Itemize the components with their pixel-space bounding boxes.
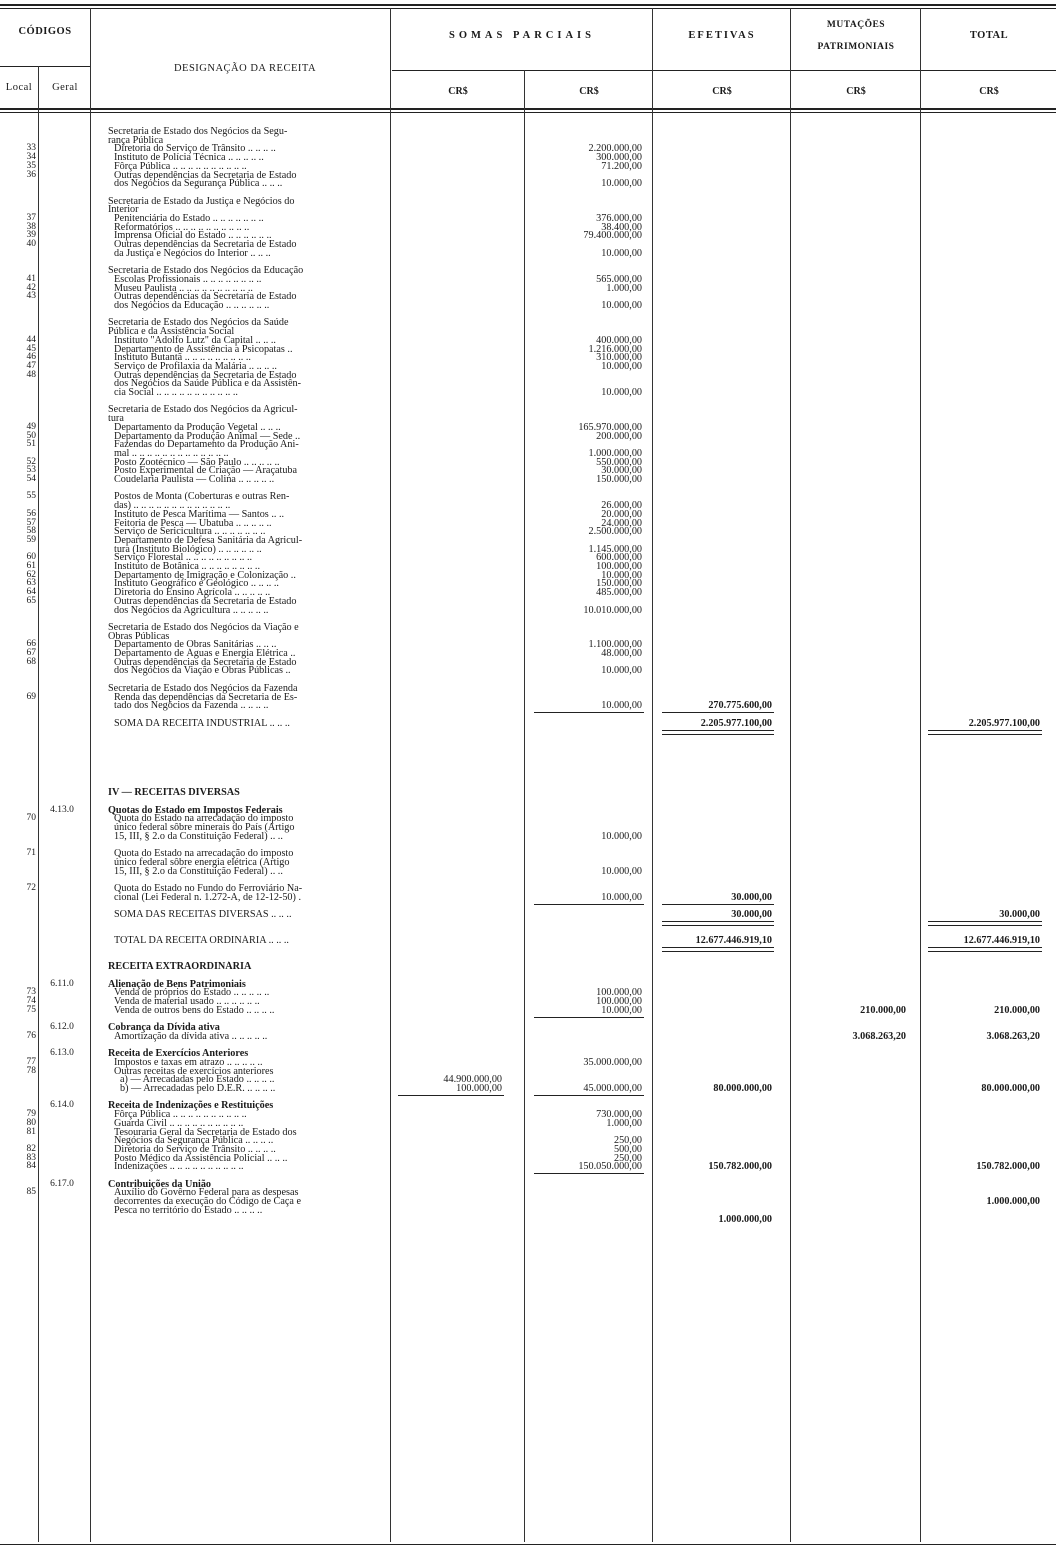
- amount-c2: 45.000.000,00: [583, 1083, 642, 1094]
- local-code: 80: [26, 1117, 36, 1128]
- revenue-description: Tesouraria Geral da Secretaria de Estado dos: [114, 1126, 297, 1138]
- codigos-header: CÓDIGOS: [18, 26, 72, 37]
- local-code: 70: [26, 813, 36, 824]
- revenue-description: Secretaria de Estado dos Negócios da Fazenda: [108, 682, 298, 694]
- revenue-description: tado dos Negócios da Fazenda .. .. .. ..: [114, 700, 269, 712]
- local-code: 52: [26, 456, 36, 467]
- revenue-description: Outras dependências da Secretaria de Estado: [114, 291, 297, 303]
- total-double-underline: [928, 730, 1042, 731]
- local-code: 55: [26, 491, 36, 502]
- amount-c2: 1.100.000,00: [588, 639, 642, 651]
- table-row: [0, 665, 1056, 676]
- revenue-description: Posto Médico da Assistência Policial .. .. ..: [114, 1152, 288, 1164]
- total-double-underline: [662, 921, 774, 922]
- table-row: [0, 935, 1056, 946]
- local-code: 75: [26, 1004, 36, 1015]
- amount-c1: 44.900.000,00: [443, 1074, 502, 1086]
- total-double-underline: [928, 947, 1042, 948]
- amount-c2: 10.000,00: [601, 300, 642, 311]
- top-rule-thin: [0, 8, 1056, 9]
- revenue-description: Posto Zootécnico — São Paulo .. .. .. .. ..: [114, 456, 280, 468]
- local-code: 50: [26, 430, 36, 441]
- amount-c5: 30.000,00: [999, 909, 1040, 920]
- amount-c2: 10.010.000,00: [583, 604, 642, 616]
- table-row: [0, 961, 1056, 972]
- revenue-description: Departamento de Imigração e Colonização ..: [114, 569, 296, 581]
- local-code: 64: [26, 587, 36, 598]
- revenue-description: Instituto Butantã .. .. .. .. .. .. .. .. ..: [114, 352, 251, 364]
- general-code: 6.13.0: [50, 1048, 74, 1059]
- header-bottom-rule: [0, 108, 1056, 110]
- amount-c4: 3.068.263,20: [852, 1030, 906, 1042]
- local-code: 39: [26, 230, 36, 241]
- amount-c2: 165.970.000,00: [578, 421, 642, 433]
- amount-c2: 10.000,00: [601, 569, 642, 581]
- table-row: [0, 1005, 1056, 1016]
- amount-c3: 150.782.000,00: [708, 1161, 772, 1173]
- amount-c3: 30.000,00: [731, 909, 772, 920]
- revenue-description: rança Pública: [108, 134, 164, 146]
- amount-c2: 2.200.000,00: [588, 143, 642, 155]
- revenue-description: Receita de Indenizações e Restituições: [108, 1100, 274, 1112]
- total-double-underline: [662, 730, 774, 731]
- revenue-description: Outras dependências da Secretaria de Estado: [114, 369, 297, 381]
- revenue-description: Postos de Monta (Coberturas e outras Ren-: [114, 491, 290, 503]
- efetivas-header: EFETIVAS: [688, 30, 756, 41]
- local-code: 61: [26, 561, 36, 571]
- local-code: 79: [26, 1109, 36, 1120]
- revenue-description: Venda de próprios do Estado .. .. .. .. ..: [114, 987, 270, 999]
- sum-underline: [662, 904, 774, 905]
- revenue-description: Impostos e taxas em atrazo .. .. .. .. ..: [114, 1056, 263, 1068]
- total-double-underline: [662, 947, 774, 948]
- revenue-description: Instituto de Pesca Marítima — Santos .. ..: [114, 508, 285, 520]
- revenue-description: IV — RECEITAS DIVERSAS: [108, 787, 240, 799]
- mutacoes-header-2: PATRIMONIAIS: [817, 42, 895, 52]
- revenue-description: Secretaria de Estado dos Negócios da Saúde: [108, 317, 289, 329]
- revenue-description: Departamento da Produção Vegetal .. .. ..: [114, 421, 281, 433]
- revenue-description: Quotas do Estado em Impostos Federais: [108, 804, 283, 816]
- sum-underline: [534, 1017, 644, 1018]
- revenue-description: decorrentes da execução do Código de Caça e: [114, 1196, 301, 1208]
- revenue-description: Departamento de Obras Sanitárias .. .. ..: [114, 639, 277, 651]
- local-code: 83: [26, 1152, 36, 1163]
- revenue-description: dos Negócios da Segurança Pública .. .. ..: [114, 178, 283, 190]
- revenue-description: Pesca no território do Estado .. .. .. ..: [114, 1204, 263, 1216]
- revenue-description: SOMA DAS RECEITAS DIVERSAS .. .. ..: [114, 909, 292, 920]
- revenue-description: da Justiça e Negócios do Interior .. .. ..: [114, 247, 271, 259]
- local-code: 63: [26, 578, 36, 589]
- amount-c2: 10.000,00: [601, 178, 642, 190]
- amount-c2: 10.000,00: [601, 665, 642, 677]
- revenue-description: Quota do Estado no Fundo do Ferroviário Na-: [114, 882, 303, 894]
- revenue-description: das) .. .. .. .. .. .. .. .. .. .. .. .. ..: [114, 500, 231, 512]
- table-row: [0, 1161, 1056, 1172]
- local-code: 40: [26, 239, 36, 250]
- amount-c2: 1.000,00: [606, 1117, 642, 1129]
- bottom-rule: [0, 1544, 1056, 1545]
- local-code: 68: [26, 656, 36, 667]
- currency-col1: CR$: [448, 86, 468, 97]
- local-code: 65: [26, 595, 36, 606]
- currency-col4: CR$: [846, 86, 866, 97]
- sum-underline: [534, 904, 644, 905]
- amount-c2: 10.000,00: [601, 830, 642, 842]
- local-code: 53: [26, 465, 36, 476]
- table-row: [0, 474, 1056, 485]
- general-code: 6.12.0: [50, 1022, 74, 1033]
- codes-split-rule: [0, 66, 90, 67]
- revenue-description: Diretoria do Serviço de Trânsito .. .. .. ..: [114, 1143, 276, 1155]
- local-code: 35: [26, 160, 36, 171]
- revenue-description: Departamento da Produção Animal — Sede ..: [114, 430, 301, 442]
- revenue-description: Outras dependências da Secretaria de Estado: [114, 656, 297, 668]
- revenue-description: Diretoria do Ensino Agrícola .. .. .. .. ..: [114, 587, 271, 599]
- revenue-description: TOTAL DA RECEITA ORDINÁRIA .. .. ..: [114, 935, 289, 947]
- table-row: [0, 892, 1056, 903]
- revenue-description: Fôrça Pública .. .. .. .. .. .. .. .. .. ..: [114, 1109, 247, 1121]
- local-code: 44: [26, 334, 36, 345]
- local-code: 73: [26, 987, 36, 998]
- amount-c2: 10.000,00: [601, 891, 642, 903]
- amount-c3: 1.000.000,00: [718, 1213, 772, 1225]
- table-row: [0, 831, 1056, 842]
- currency-col2: CR$: [579, 86, 599, 97]
- local-code: 37: [26, 213, 36, 223]
- amount-c2: 100.000,00: [596, 987, 642, 999]
- revenue-description: Quota do Estado na arrecadação do imposto: [114, 848, 294, 860]
- revenue-description: dos Negócios da Viação e Obras Públicas ..: [114, 665, 291, 677]
- amount-c2: 376.000,00: [596, 213, 642, 224]
- revenue-description: Fôrça Pública .. .. .. .. .. .. .. .. .. ..: [114, 160, 247, 172]
- total-double-underline: [928, 925, 1042, 926]
- revenue-description: Serviço Florestal .. .. .. .. .. .. .. .. ..: [114, 552, 253, 564]
- local-code: 36: [26, 169, 36, 180]
- amount-c2: 1.145.000,00: [588, 543, 642, 555]
- revenue-description: Interior: [108, 204, 139, 216]
- amount-c5: 150.782.000,00: [976, 1161, 1040, 1173]
- amount-c3: 2.205.977.100,00: [700, 717, 772, 729]
- amount-c2: 565.000,00: [596, 273, 642, 285]
- revenue-description: b) — Arrecadadas pelo D.E.R. .. .. .. ..: [120, 1083, 276, 1094]
- amount-c4: 210.000,00: [860, 1004, 906, 1016]
- table-row: [0, 700, 1056, 711]
- revenue-description: Fazendas do Departamento da Produção Ani-: [114, 439, 299, 451]
- local-code: 45: [26, 343, 36, 354]
- table-row: [0, 387, 1056, 398]
- revenue-description: dos Negócios da Educação .. .. .. .. .. ..: [114, 300, 270, 311]
- amount-c2: 250,00: [613, 1152, 642, 1164]
- amount-c3: 12.677.446.919,10: [695, 935, 772, 947]
- general-code: 6.17.0: [50, 1178, 74, 1189]
- revenue-description: SOMA DA RECEITA INDUSTRIAL .. .. ..: [114, 717, 290, 729]
- table-row: [0, 1031, 1056, 1042]
- local-code: 59: [26, 534, 36, 545]
- amount-c2: 1.000.000,00: [588, 447, 642, 459]
- amount-c2: 10.000,00: [601, 247, 642, 259]
- revenue-description: Pública e da Assistência Social: [108, 326, 235, 338]
- local-code: 43: [26, 291, 36, 302]
- amount-c2: 10.000,00: [601, 700, 642, 712]
- revenue-description: Contribuições da União: [108, 1178, 212, 1190]
- local-code: 76: [26, 1030, 36, 1041]
- local-code: 62: [26, 569, 36, 580]
- revenue-description: mal .. .. .. .. .. .. .. .. .. .. .. .. ..: [114, 447, 229, 459]
- amount-c2: 730.000,00: [596, 1109, 642, 1121]
- general-code: 6.11.0: [50, 978, 74, 989]
- sum-underline: [662, 712, 774, 713]
- total-header: TOTAL: [969, 30, 1009, 41]
- amount-c2: 150.050.000,00: [578, 1161, 642, 1173]
- amount-c2: 550.000,00: [596, 456, 642, 468]
- revenue-description: Serviço de Profilaxia da Malária .. .. .. ..: [114, 360, 277, 372]
- revenue-description: cional (Lei Federal n. 1.272-A, de 12-12-50) .: [114, 891, 301, 903]
- revenue-description: Coudelaria Paulista — Colina .. .. .. .. ..: [114, 474, 275, 485]
- amount-c2: 100.000,00: [596, 561, 642, 572]
- amount-c2: 310.000,00: [596, 352, 642, 364]
- amount-c2: 10.000,00: [601, 865, 642, 877]
- designacao-header: DESIGNAÇÃO DA RECEITA: [173, 63, 317, 74]
- revenue-description: tura (Instituto Biológico) .. .. .. .. .. ..: [114, 543, 262, 555]
- revenue-description: dos Negócios da Agricultura .. .. .. .. ..: [114, 604, 269, 616]
- revenue-description: Posto Experimental de Criação — Araçatuba: [114, 465, 298, 477]
- table-row: [0, 718, 1056, 729]
- amount-c3: 80.000.000,00: [713, 1083, 772, 1094]
- amount-c2: 79.400.000,00: [583, 230, 642, 242]
- revenue-description: Amortização da dívida ativa .. .. .. .. ..: [114, 1030, 268, 1042]
- local-code: 34: [26, 152, 36, 163]
- amount-c5: 1.000.000,00: [986, 1196, 1040, 1208]
- revenue-description: Outras dependências da Secretaria de Estado: [114, 239, 297, 251]
- table-row: [0, 300, 1056, 311]
- revenue-description: Cobrança da Dívida ativa: [108, 1022, 220, 1034]
- revenue-description: Diretoria do Serviço de Trânsito .. .. .. ..: [114, 143, 276, 155]
- revenue-description: Museu Paulista .. .. .. .. .. .. .. .. .. ..: [114, 282, 253, 294]
- mutacoes-header-1: MUTAÇÕES: [826, 20, 886, 30]
- general-code: 4.13.0: [50, 804, 74, 815]
- sum-underline: [534, 1095, 644, 1096]
- revenue-description: dos Negócios da Saúde Pública e da Assistên-: [114, 378, 302, 390]
- local-code: 69: [26, 691, 36, 702]
- revenue-description: Departamento de Assistência a Psicopatas ..: [114, 343, 293, 355]
- revenue-description: Escolas Profissionais .. .. .. .. .. .. .. ..: [114, 273, 262, 285]
- sum-underline: [534, 1173, 644, 1174]
- revenue-description: Auxílio do Govêrno Federal para as despesas: [114, 1187, 299, 1199]
- revenue-description: único federal sôbre minerais do País (Artigo: [114, 822, 295, 833]
- amount-c2: 500,00: [613, 1143, 642, 1155]
- revenue-description: Outras dependências da Secretaria de Estado: [114, 595, 297, 607]
- amount-c2: 150.000,00: [596, 474, 642, 485]
- amount-c2: 100.000,00: [596, 996, 642, 1007]
- revenue-description: Venda de outros bens do Estado .. .. .. ..: [114, 1004, 275, 1016]
- local-code: 56: [26, 508, 36, 519]
- amount-c2: 250,00: [613, 1135, 642, 1147]
- amount-c2: 1.000,00: [606, 282, 642, 294]
- table-row: [0, 787, 1056, 798]
- local-code: 84: [26, 1161, 36, 1172]
- amount-c2: 48.000,00: [601, 648, 642, 659]
- total-double-underline: [662, 951, 774, 952]
- table-row: [0, 1083, 1056, 1094]
- amount-c2: 600.000,00: [596, 552, 642, 564]
- local-code: 78: [26, 1065, 36, 1076]
- revenue-description: Secretaria de Estado dos Negócios da Educação: [108, 265, 304, 277]
- amount-c1: 100.000,00: [456, 1083, 502, 1094]
- table-row: [0, 248, 1056, 259]
- amount-c2: 400.000,00: [596, 334, 642, 346]
- amount-c2: 24.000,00: [601, 517, 642, 529]
- amount-c5: 2.205.977.100,00: [968, 717, 1040, 729]
- amount-c2: 1.216.000,00: [588, 343, 642, 355]
- local-code: 54: [26, 474, 36, 484]
- revenue-description: Quota do Estado na arrecadação do imposto: [114, 813, 294, 825]
- amount-c5: 12.677.446.919,10: [963, 935, 1040, 947]
- revenue-description: Secretaria de Estado da Justiça e Negócios do: [108, 195, 295, 207]
- revenue-description: Alienação de Bens Patrimoniais: [108, 978, 246, 990]
- total-double-underline: [662, 734, 774, 735]
- amount-c5: 3.068.263,20: [986, 1030, 1040, 1042]
- revenue-description: Instituto de Botânica .. .. .. .. .. .. .. ..: [114, 561, 261, 572]
- total-double-underline: [662, 925, 774, 926]
- geral-header: Geral: [52, 82, 78, 93]
- local-code: 49: [26, 421, 36, 432]
- amount-c2: 300.000,00: [596, 152, 642, 164]
- local-code: 82: [26, 1143, 36, 1154]
- table-row: [0, 909, 1056, 920]
- revenue-description: único federal sôbre energia elétrica (Artigo: [114, 856, 290, 868]
- local-code: 60: [26, 552, 36, 563]
- revenue-description: cia Social .. .. .. .. .. .. .. .. .. .. ..: [114, 387, 238, 398]
- revenue-description: Venda de material usado .. .. .. .. .. ..: [114, 996, 260, 1007]
- local-code: 81: [26, 1126, 36, 1137]
- total-double-underline: [928, 921, 1042, 922]
- amount-c2: 200.000,00: [596, 430, 642, 442]
- revenue-description: Obras Públicas: [108, 630, 170, 642]
- amount-c2: 26.000,00: [601, 500, 642, 512]
- revenue-description: Departamento de Defesa Sanitária da Agricul-: [114, 534, 303, 546]
- local-code: 42: [26, 282, 36, 293]
- local-code: 77: [26, 1056, 36, 1067]
- local-code: 57: [26, 517, 36, 528]
- amount-c2: 71.200,00: [601, 160, 642, 172]
- revenue-description: Outras receitas de exercícios anteriores: [114, 1065, 274, 1077]
- table-row: [0, 866, 1056, 877]
- revenue-description: Reformatórios .. .. .. .. .. .. .. .. .. ..: [114, 221, 250, 233]
- revenue-description: 15, III, § 2.o da Constituição Federal) .. ..: [114, 830, 283, 842]
- local-code: 33: [26, 143, 36, 154]
- local-code: 41: [26, 273, 36, 284]
- currency-col5: CR$: [979, 86, 999, 97]
- revenue-description: Departamento de Águas e Energia Elétrica ..: [114, 648, 296, 659]
- revenue-description: Instituto de Polícia Técnica .. .. .. .. ..: [114, 152, 264, 164]
- currency-col3: CR$: [712, 86, 732, 97]
- local-code: 71: [26, 848, 36, 859]
- local-code: 66: [26, 639, 36, 650]
- revenue-description: Secretaria de Estado dos Negócios da Segu-: [108, 126, 288, 137]
- amount-c2: 150.000,00: [596, 578, 642, 590]
- amount-c2: 485.000,00: [596, 587, 642, 599]
- revenue-description: Secretaria de Estado dos Negócios da Agricul-: [108, 404, 298, 416]
- top-rule: [0, 4, 1056, 6]
- header-mid-rule: [392, 70, 1056, 71]
- local-code: 51: [26, 439, 36, 450]
- somas-parciais-header: SOMAS PARCIAIS: [449, 30, 595, 41]
- amount-c2: 10.000,00: [601, 360, 642, 372]
- amount-c2: 10.000,00: [601, 387, 642, 398]
- amount-c2: 30.000,00: [601, 465, 642, 477]
- header-bottom-rule-thin: [0, 112, 1056, 113]
- sum-underline: [398, 1095, 504, 1096]
- revenue-description: Feitoria de Pesca — Ubatuba .. .. .. .. ..: [114, 517, 272, 529]
- table-row: [0, 178, 1056, 189]
- revenue-description: Penitenciária do Estado .. .. .. .. .. .. ..: [114, 213, 264, 224]
- revenue-description: Imprensa Oficial do Estado .. .. .. .. .. ..: [114, 230, 272, 242]
- amount-c3: 270.775.600,00: [708, 700, 772, 712]
- table-row: [0, 1214, 1056, 1225]
- revenue-description: Negócios da Segurança Pública .. .. .. ..: [114, 1135, 274, 1147]
- local-code: 74: [26, 996, 36, 1006]
- local-code: 48: [26, 369, 36, 380]
- general-code: 6.14.0: [50, 1100, 74, 1111]
- local-code: 67: [26, 648, 36, 658]
- local-code: 47: [26, 360, 36, 371]
- total-double-underline: [928, 734, 1042, 735]
- revenue-description: 15, III, § 2.o da Constituição Federal) .. ..: [114, 865, 283, 877]
- local-code: 46: [26, 352, 36, 363]
- amount-c2: 10.000,00: [601, 1004, 642, 1016]
- revenue-description: tura: [108, 413, 124, 425]
- revenue-description: Receita de Exercícios Anteriores: [108, 1048, 249, 1060]
- amount-c2: 20.000,00: [601, 508, 642, 520]
- local-code: 58: [26, 526, 36, 537]
- revenue-description: a) — Arrecadadas pelo Estado .. .. .. ..: [120, 1074, 275, 1086]
- revenue-description: Serviço de Sericicultura .. .. .. .. .. .. ..: [114, 526, 266, 538]
- revenue-description: RECEITA EXTRAORDINÁRIA: [108, 961, 252, 973]
- total-double-underline: [928, 951, 1042, 952]
- revenue-description: Secretaria de Estado dos Negócios da Viação e: [108, 621, 299, 633]
- revenue-description: Renda das dependências da Secretaria de Es-: [114, 691, 298, 703]
- revenue-description: Indenizações .. .. .. .. .. .. .. .. .. ..: [114, 1161, 244, 1173]
- revenue-description: Guarda Civil .. .. .. .. .. .. .. .. .. ..: [114, 1117, 244, 1129]
- amount-c3: 30.000,00: [731, 891, 772, 903]
- revenue-description: Outras dependências da Secretaria de Estado: [114, 169, 297, 181]
- local-code: 72: [26, 882, 36, 893]
- local-code: 85: [26, 1187, 36, 1198]
- revenue-description: Instituto Geográfico e Geológico .. .. .. ..: [114, 578, 279, 590]
- revenue-description: Instituto "Adolfo Lutz" da Capital .. .. ..: [114, 334, 276, 346]
- table-row: [0, 605, 1056, 616]
- amount-c5: 80.000.000,00: [981, 1083, 1040, 1094]
- local-code: 38: [26, 221, 36, 232]
- amount-c2: 2.500.000,00: [588, 526, 642, 538]
- amount-c2: 35.000.000,00: [583, 1056, 642, 1068]
- amount-c5: 210.000,00: [994, 1004, 1040, 1016]
- local-header: Local: [5, 82, 33, 93]
- amount-c2: 38.400,00: [601, 221, 642, 233]
- sum-underline: [534, 712, 644, 713]
